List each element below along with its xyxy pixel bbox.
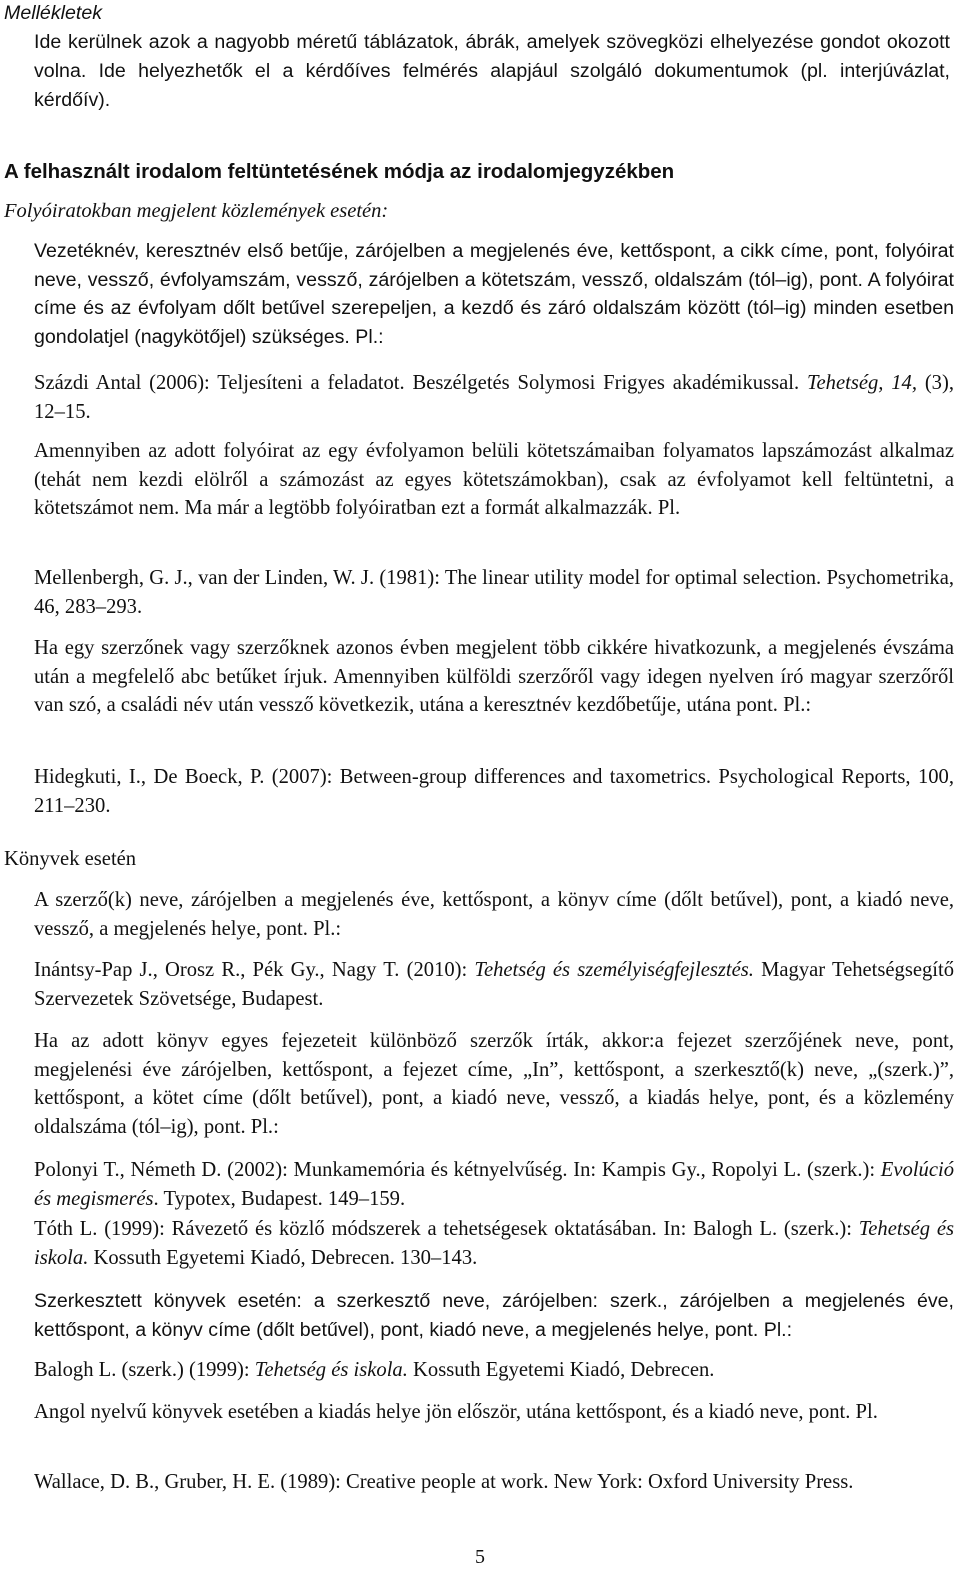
example-book-1-tail: Magyar Tehetségsegítő Szervezetek Szövetsége, Budapest. <box>34 959 955 1010</box>
example-chapter-1-title: Evolúció és megismerés <box>34 1159 954 1210</box>
example-edited-1-text: Balogh L. (szerk.) (1999): <box>34 1359 250 1381</box>
example-chapter-1 <box>34 1156 954 1213</box>
example-edited-1-tail: Kossuth Egyetemi Kiadó, Debrecen. <box>413 1359 715 1381</box>
journals-rule: Vezetéknév, keresztnév első betűje, zárójelben a megjelenés éve, kettőspont, a cikk címe, pont, folyóirat neve, vessző, évfolyamszám, vessző, zárójelben a kötetszám, vessző, oldalszám (tól–ig), pont. A folyóirat címe és az évfolyam dőlt betűvel szerepeljen, a kezdő és záró oldalszám között (tól–ig) minden esetben gondolatjel (nagykötőjel) szükséges. Pl.: <box>34 240 954 348</box>
chapters-rule: Ha az adott könyv egyes fejezeteit különböző szerzők írták, akkor:a fejezet szerzőjének neve, pont, megjelenési éve zárójelben, kettőspont, a fejezet címe, „In”, kettőspont, a szerkesztő(k) neve, „(szerk.)”, kettőspont, a kötet címe (dőlt betűvel), pont, a kiadó neve, vessző, a kiadás helye, pont, és a közlemény oldalszáma (tól–ig), pont. Pl.: <box>34 1030 954 1138</box>
example-book-1-text: Inántsy-Pap J., Orosz R., Pék Gy., Nagy T. (2010): <box>34 959 468 981</box>
example-chapter-2-title: Tehetség és iskola. <box>34 1218 954 1269</box>
example-chapter-1-text: Polonyi T., Németh D. (2002): Munkamemória és kétnyelvűség. In: Kampis Gy., Ropolyi L. (szerk.): <box>34 1159 876 1181</box>
example-english-1: Wallace, D. B., Gruber, H. E. (1989): Creative people at work. New York: Oxford University Press. <box>34 1471 854 1493</box>
example-journal-1-tail: (3), 12–15. <box>34 372 954 423</box>
journals-heading: Folyóiratokban megjelent közlemények esetén: <box>4 200 389 222</box>
books-rule: A szerző(k) neve, zárójelben a megjelenés éve, kettőspont, a könyv címe (dőlt betűvel), pont, a kiadó neve, vessző, a megjelenés helye, pont. Pl.: <box>34 889 954 940</box>
example-journal-2: Mellenbergh, G. J., van der Linden, W. J. (1981): The linear utility model for optimal selection. Psychometrika, 46, 283–293. <box>34 567 954 618</box>
example-journal-3: Hidegkuti, I., De Boeck, P. (2007): Between-group differences and taxometrics. Psychological Reports, 100, 211–230. <box>34 766 954 817</box>
same-author-rule: Ha egy szerzőnek vagy szerzőknek azonos évben megjelent több cikkére hivatkozunk, a megjelenés évszáma után a megfelelő abc betűket írjuk. Amennyiben külföldi szerzőről vagy idegen nyelven író magyar szerzőről van szó, a családi név után vessző következik, utána a keresztnév kezdőbetűje, utána pont. Pl.: <box>34 637 954 717</box>
example-book-1-title: Tehetség és személyiségfejlesztés. <box>474 959 754 981</box>
example-journal-1-title: Tehetség, 14, <box>806 372 917 394</box>
bibliography-title: A felhasznált irodalom feltüntetésének módja az irodalomjegyzékben <box>4 160 675 183</box>
example-edited-1 <box>34 1356 954 1385</box>
volume-rule: Amennyiben az adott folyóirat az egy évfolyamon belüli kötetszámaiban folyamatos lapszámozást alkalmaz (tehát nem kezdi elölről a számozást az egyes kötetszámokban), csak az évfolyamot kell feltüntetni, a kötetszámot nem. Ma már a legtöbb folyóiratban ezt a formát alkalmazzák. Pl. <box>34 440 954 520</box>
example-chapter-2 <box>34 1215 954 1272</box>
example-chapter-2-text: Tóth L. (1999): Rávezető és közlő módszerek a tehetségesek oktatásában. In: Balogh L. (szerk.): <box>34 1218 852 1240</box>
example-edited-1-title: Tehetség és iskola. <box>254 1359 408 1381</box>
example-journal-1 <box>34 369 954 426</box>
example-chapter-1-tail: . Typotex, Budapest. 149–159. <box>153 1187 406 1210</box>
books-heading: Könyvek esetén <box>4 848 137 870</box>
edited-rule: Szerkesztett könyvek esetén: a szerkesztő neve, zárójelben: szerk., zárójelben a megjelenés éve, kettőspont, a könyv címe (dőlt betűvel), pont, kiadó neve, a megjelenés helye, pont. Pl.: <box>34 1290 954 1341</box>
page-number: 5 <box>475 1546 485 1568</box>
example-book-1 <box>34 956 954 1013</box>
example-journal-1-text: Százdi Antal (2006): Teljesíteni a feladatot. Beszélgetés Solymosi Frigyes akadémikussal. <box>34 372 800 394</box>
example-chapter-2-tail: Kossuth Egyetemi Kiadó, Debrecen. 130–143. <box>93 1246 478 1269</box>
appendix-text: Ide kerülnek azok a nagyobb méretű táblázatok, ábrák, amelyek szövegközi elhelyezése gondot okozott volna. Ide helyezhetők el a kérdőíves felmérés alapjául szolgáló dokumentumok (pl. interjúvázlat, kérdőív). <box>34 31 950 111</box>
appendix-heading: Mellékletek <box>4 2 103 24</box>
english-rule: Angol nyelvű könyvek esetében a kiadás helye jön először, utána kettőspont, és a kiadó neve, pont. Pl. <box>34 1401 878 1423</box>
